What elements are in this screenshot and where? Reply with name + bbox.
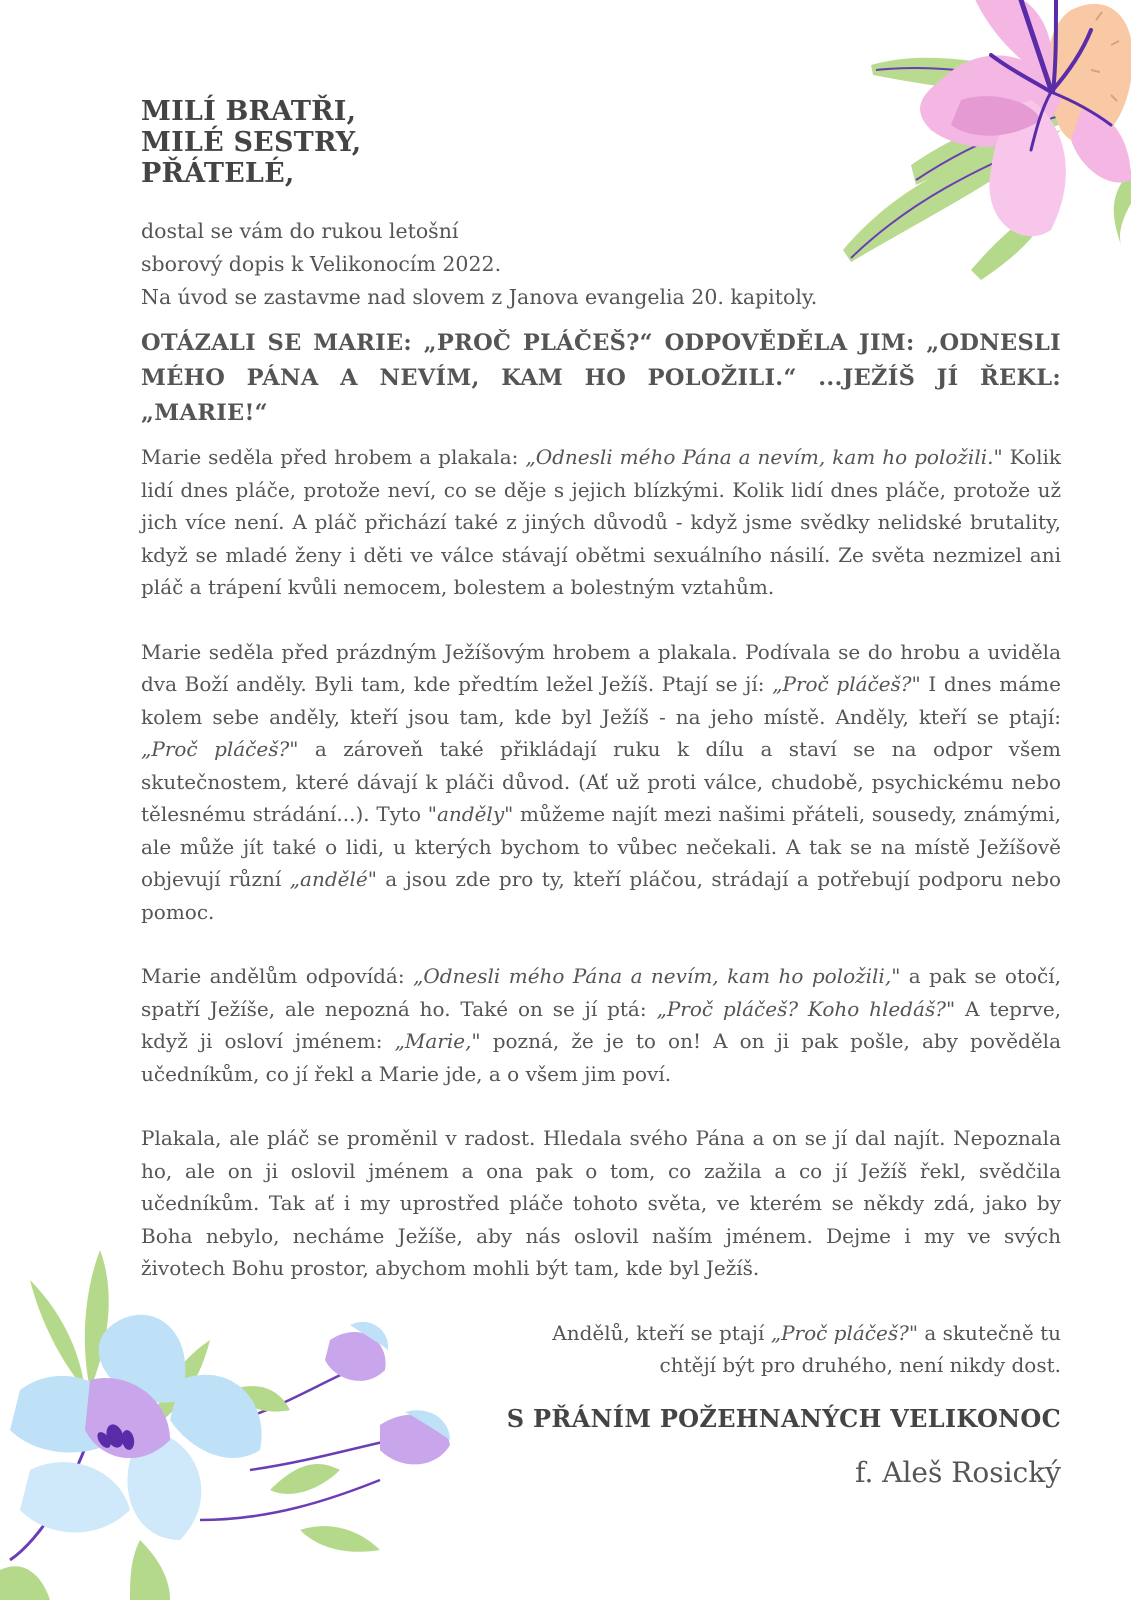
signature: f. Aleš Rosický xyxy=(855,1455,1061,1489)
closing-text: Andělů, kteří se ptají xyxy=(552,1320,771,1345)
greeting-line: PŘÁTELÉ, xyxy=(141,158,295,189)
quote-italic: „Proč pláčeš?" xyxy=(772,672,921,696)
closing-line: chtějí být pro druhého, není nikdy dost. xyxy=(659,1353,1061,1377)
paragraph-text: a jsou zde pro ty, kteří pláčou, strádají a potřebují podporu nebo pomoc. xyxy=(141,867,1061,924)
quote-italic: anděly xyxy=(436,802,505,826)
quote-italic: „Odnesli mého Pána a nevím, kam ho položili," xyxy=(412,964,901,988)
paragraph-text: a pak se otočí, spatří Ježíše, ale nepozná ho. Také on se jí ptá: xyxy=(141,964,1061,1021)
quote-italic: „Marie," xyxy=(394,1029,481,1053)
intro-line: Na úvod se zastavme nad slovem z Janova evangelia 20. kapitoly. xyxy=(141,285,818,309)
paragraph-text: a zároveň také přikládají ruku k dílu a staví se na odpor všem skutečnostem, které dávají k pláči důvod. (Ať už proti válce, chudobě, psychickému nebo tělesnému strádání...). Tyto " xyxy=(141,737,1062,826)
letter-content xyxy=(141,96,1061,1490)
greeting-line: MILÉ SESTRY, xyxy=(141,127,362,158)
closing-text: a skutečně tu xyxy=(918,1320,1061,1345)
quote-italic: „Proč pláčeš? Koho hledáš?" xyxy=(656,996,956,1021)
easter-wishes: S PŘÁNÍM POŽEHNANÝCH VELIKONOC xyxy=(506,1403,1061,1433)
intro-line: dostal se vám do rukou letošní xyxy=(141,219,459,243)
paragraph-text: " můžeme najít mezi našimi přáteli, sousedy, známými, ale může jít také o lidi, u kterých bychom to vůbec nečekali. A tak se na místě Ježíšově objevují různí xyxy=(141,802,1061,891)
paragraph-text: I dnes máme kolem sebe anděly, kteří jsou tam, kde byl Ježíš - na jeho místě. Anděly, kteří se ptají: xyxy=(141,672,1061,729)
quote-italic: „Proč pláčeš?" xyxy=(141,737,299,761)
paragraph-text: A teprve, když ji osloví jménem: xyxy=(141,996,1062,1053)
paragraph-text: Marie seděla před prázdným Ježíšovým hrobem a plakala. Podívala se do hrobu a uviděla dva Boží anděly. Byli tam, kde předtím ležel Ježíš. Ptají se jí: xyxy=(141,639,1061,696)
greeting-line: MILÍ BRATŘI, xyxy=(141,96,357,127)
closing-line xyxy=(141,1317,1061,1350)
paragraph-4: Plakala, ale pláč se proměnil v radost. Hledala svého Pána a on se jí dal najít. Nepoznala ho, ale on ji oslovil jménem a ona pak o tom, co zažila a co jí Ježíš řekl, svědčila učedníkům. Tak ať i my uprostřed pláče tohoto světa, ve kterém se někdy zdá, jako by Boha nebylo, necháme Ježíše, aby nás oslovil naším jménem. Dejme i my ve svých životech Bohu prostor, abychom mohli být tam, kde byl Ježíš. xyxy=(141,1126,1061,1280)
quote-italic: „Odnesli mého Pána a nevím, kam ho položili." xyxy=(525,445,1003,469)
intro-line: sborový dopis k Velikonocím 2022. xyxy=(141,252,502,276)
quote-italic: „Proč pláčeš?" xyxy=(770,1320,919,1345)
paragraph-text: Kolik lidí dnes pláče, protože neví, co se děje s jejich blízkými. Kolik lidí dnes pláče, protože už jich více není. A pláč přichází také z jiných důvodů - když jsme svědky nelidské brutality, když se mladé ženy i děti ve válce stávají obětmi sexuálního násilí. Ze světa nezmizel ani pláč a trápení kvůli nemocem, bolestem a bolestným vztahům. xyxy=(141,445,1062,599)
greeting xyxy=(141,96,1061,189)
closing-remark xyxy=(141,1317,1061,1382)
scripture-quote: OTÁZALI SE MARIE: „PROČ PLÁČEŠ?“ ODPOVĚDĚLA JIM: „ODNESLI MÉHO PÁNA A NEVÍM, KAM HO POLOŽILI.“ ...JEŽÍŠ JÍ ŘEKL: „MARIE!“ xyxy=(141,330,1061,426)
intro-text xyxy=(141,215,1061,314)
quote-italic: „andělé" xyxy=(289,867,377,891)
paragraph-1 xyxy=(141,441,1061,604)
paragraph-text: Marie seděla před hrobem a plakala: xyxy=(141,445,526,469)
paragraph-text: pozná, že je to on! A on ji pak pošle, aby pověděla učedníkům, co jí řekl a Marie jde, a o všem jim poví. xyxy=(141,1029,1061,1086)
paragraph-text: Marie andělům odpovídá: xyxy=(141,964,413,988)
paragraph-2 xyxy=(141,636,1061,929)
paragraph-3 xyxy=(141,960,1061,1090)
